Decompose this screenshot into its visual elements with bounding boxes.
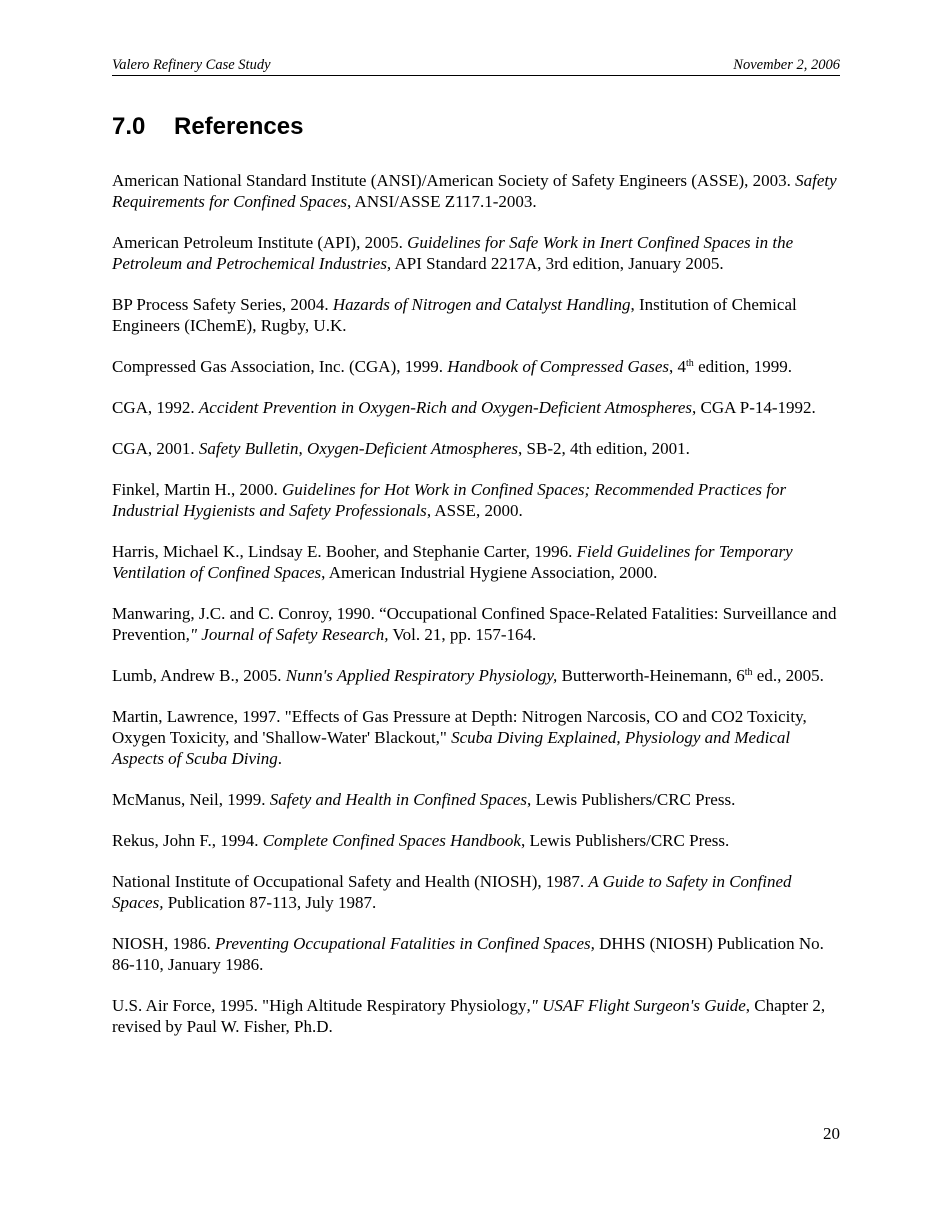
reference-title: Accident Prevention in Oxygen-Rich and Oxygen-Deficient Atmospheres [198,398,693,417]
reference-entry [112,995,840,1037]
header-date: November 2, 2006 [733,57,840,73]
reference-text: American Petroleum Institute (API), 2005. [112,233,408,252]
reference-list [112,170,840,1057]
reference-title: Hazards of Nitrogen and Catalyst Handling [332,295,631,314]
reference-text: BP Process Safety Series, 2004. [112,295,333,314]
reference-text: Compressed Gas Association, Inc. (CGA), 1999. [112,357,448,376]
reference-text: CGA, 1992. [112,398,199,417]
reference-entry [112,830,840,851]
reference-entry [112,356,840,377]
reference-superscript: th [686,358,694,369]
reference-title: Safety Requirements for Confined Spaces [112,171,837,211]
page-header [112,56,840,76]
reference-text: ed., 2005. [752,666,824,685]
reference-title: ," USAF Flight Surgeon's Guide [526,996,746,1015]
reference-entry [112,706,840,769]
reference-title: Guidelines for Hot Work in Confined Spaces; Recommended Practices for Industrial Hygienists and Safety Professionals [112,480,787,520]
reference-text: , Chapter 2, revised by Paul W. Fisher, Ph.D. [112,996,826,1036]
reference-entry [112,479,840,521]
reference-text: , Lewis Publishers/CRC Press. [527,790,736,809]
reference-text: Vol. 21, pp. 157-164. [388,625,537,644]
reference-text: National Institute of Occupational Safety and Health (NIOSH), 1987. [112,872,589,891]
section-title: References [174,113,304,140]
reference-text: , ASSE, 2000. [426,501,523,520]
reference-entry [112,170,840,212]
reference-title: A Guide to Safety in Confined Spaces, [112,872,792,912]
page-number: 20 [823,1124,840,1143]
reference-text: NIOSH, 1986. [112,934,215,953]
reference-text: Lumb, Andrew B., 2005. [112,666,286,685]
reference-title: Scuba Diving Explained, Physiology and Medical Aspects of Scuba Diving [112,728,791,768]
reference-text: Manwaring, J.C. and C. Conroy, 1990. “Occupational Confined Space-Related Fatalities: Surveillance and Prevention [112,604,837,644]
reference-text: , 4 [669,357,687,376]
reference-text: , ANSI/ASSE Z117.1-2003. [346,192,537,211]
reference-entry [112,232,840,274]
reference-text: edition, 1999. [693,357,793,376]
reference-title: Handbook of Compressed Gases [447,357,670,376]
reference-entry [112,933,840,975]
reference-title: Safety Bulletin, Oxygen-Deficient Atmospheres [198,439,519,458]
section-heading [112,113,303,141]
reference-text: API Standard 2217A, 3rd edition, January 2005. [391,254,724,273]
reference-title: Safety and Health in Confined Spaces [269,790,528,809]
reference-text: Finkel, Martin H., 2000. [112,480,282,499]
reference-text: , SB-2, 4th edition, 2001. [518,439,690,458]
reference-title: Complete Confined Spaces Handbook [262,831,521,850]
reference-text: Harris, Michael K., Lindsay E. Booher, and Stephanie Carter, 1996. [112,542,577,561]
reference-text: DHHS (NIOSH) Publication No. 86-110, January 1986. [112,934,824,974]
reference-text: , Institution of Chemical Engineers (IChemE), Rugby, U.K. [112,295,797,335]
reference-text: Butterworth-Heinemann, 6 [557,666,745,685]
reference-entry [112,871,840,913]
reference-text: McManus, Neil, 1999. [112,790,270,809]
reference-title: Guidelines for Safe Work in Inert Confined Spaces in the Petroleum and Petrochemical Industries, [112,233,794,273]
reference-entry [112,789,840,810]
section-number: 7.0 [112,113,146,140]
reference-entry [112,294,840,336]
header-document-title: Valero Refinery Case Study [112,57,271,73]
reference-title: Field Guidelines for Temporary Ventilation of Confined Spaces [112,542,793,582]
reference-text: , Lewis Publishers/CRC Press. [520,831,730,850]
reference-text: , CGA P-14-1992. [692,398,816,417]
reference-entry [112,541,840,583]
reference-text: U.S. Air Force, 1995. "High Altitude Respiratory Physiology [112,996,527,1015]
reference-text: , American Industrial Hygiene Association, 2000. [321,563,658,582]
reference-title: Preventing Occupational Fatalities in Confined Spaces, [214,934,595,953]
reference-text: Rekus, John F., 1994. [112,831,263,850]
reference-superscript: th [744,667,753,678]
reference-entry [112,397,840,418]
reference-entry [112,438,840,459]
reference-title: Nunn's Applied Respiratory Physiology, [285,666,558,685]
reference-entry [112,603,840,645]
reference-title: ," Journal of Safety Research, [185,625,389,644]
reference-text: Martin, Lawrence, 1997. "Effects of Gas Pressure at Depth: Nitrogen Narcosis, CO and CO2 Toxicity, Oxygen Toxicity, and 'Shallow-Water' Blackout," [112,707,807,747]
reference-text: . [277,749,282,768]
reference-text: American National Standard Institute (ANSI)/American Society of Safety Engineers (ASSE), 2003. [112,171,796,190]
reference-entry [112,665,840,686]
reference-text: Publication 87-113, July 1987. [163,893,377,912]
reference-text: CGA, 2001. [112,439,199,458]
